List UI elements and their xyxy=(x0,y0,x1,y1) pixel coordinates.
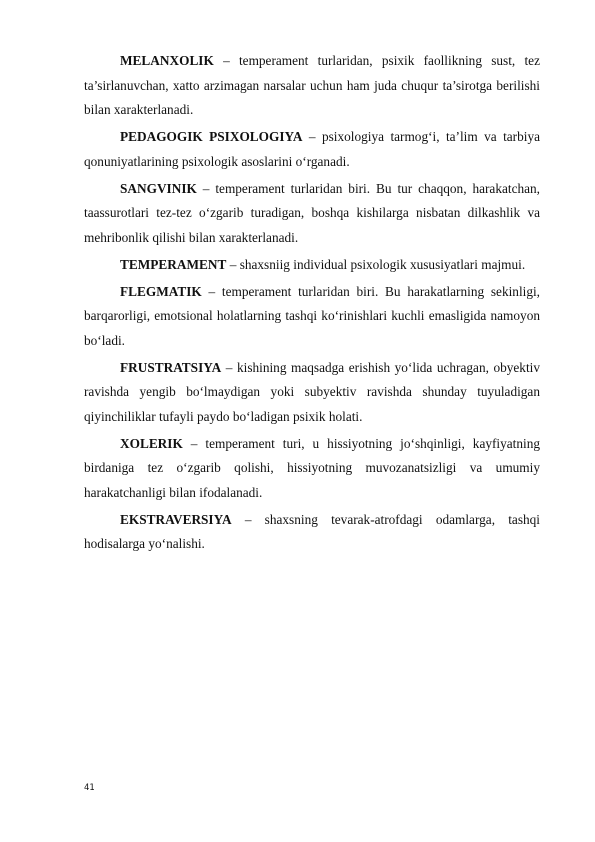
glossary-entry-flegmatik xyxy=(84,280,540,354)
glossary-term: MELANXOLIK xyxy=(120,53,214,68)
glossary-term: FRUSTRATSIYA xyxy=(120,359,222,375)
glossary-definition: – temperament turlaridan, psixik faollikning sust, tez ta’sirlanuvchan, xatto arzimagan narsalar uchun ham juda chuqur ta’sirotga berilishi bilan xarakterlanadi. xyxy=(84,53,540,117)
glossary-entry-ekstraversiya xyxy=(84,508,540,557)
glossary-entry-frustratsiya xyxy=(84,356,540,430)
glossary-entry-sangvinik xyxy=(84,177,540,251)
glossary-definition: – temperament turlaridan biri. Bu harakatlarning sekinligi, barqarorligi, emotsional holatlarning tashqi ko‘rinishlari kuchli emasligida namoyon bo‘ladi. xyxy=(84,283,540,348)
glossary-definition: – temperament turlaridan biri. Bu tur chaqqon, harakatchan, taassurotlari tez-tez o‘zgarib turadigan, boshqa kishilarga nisbatan dilkashlik va mehribonlik qilishi bilan xarakterlanadi. xyxy=(84,180,540,245)
glossary-definition: – psixologiya tarmog‘i, ta’lim va tarbiya qonuniyatlarining psixologik asoslarini o‘rganadi. xyxy=(84,129,541,169)
page-number: 41 xyxy=(84,783,95,793)
glossary-entry-pedagogik-psixologiya xyxy=(84,125,540,174)
glossary-term: TEMPERAMENT xyxy=(120,256,227,272)
glossary-term: FLEGMATIK xyxy=(120,283,202,299)
glossary-entry-melanxolik xyxy=(84,49,540,123)
glossary-definition: – shaxsniig individual psixologik xususiyatlari majmui. xyxy=(226,256,526,272)
glossary-term: XOLERIK xyxy=(120,435,183,451)
glossary-entry-temperament xyxy=(84,253,540,278)
glossary-definition: – temperament turi, u hissiyotning jo‘shqinligi, kayfiyatning birdaniga tez o‘zgarib qolishi, hissiyotning muvozanatsizligi va umumiy harakatchanligi bilan ifodalanadi. xyxy=(84,435,540,500)
glossary-entry-xolerik xyxy=(84,432,540,506)
glossary-definition: – shaxsning tevarak-atrofdagi odamlarga, tashqi hodisalarga yo‘nalishi. xyxy=(84,511,540,551)
glossary-term: EKSTRAVERSIYA xyxy=(120,511,232,527)
glossary-term: SANGVINIK xyxy=(120,180,197,196)
glossary-term: PEDAGOGIK PSIXOLOGIYA xyxy=(120,129,303,144)
glossary-definition: – kishining maqsadga erishish yo‘lida uchragan, obyektiv ravishda yengib bo‘lmaydigan yoki subyektiv ravishda shunday tuyuladigan qiyinchiliklar tufayli paydo bo‘ladigan psixik holati. xyxy=(84,359,540,424)
glossary xyxy=(84,49,540,559)
